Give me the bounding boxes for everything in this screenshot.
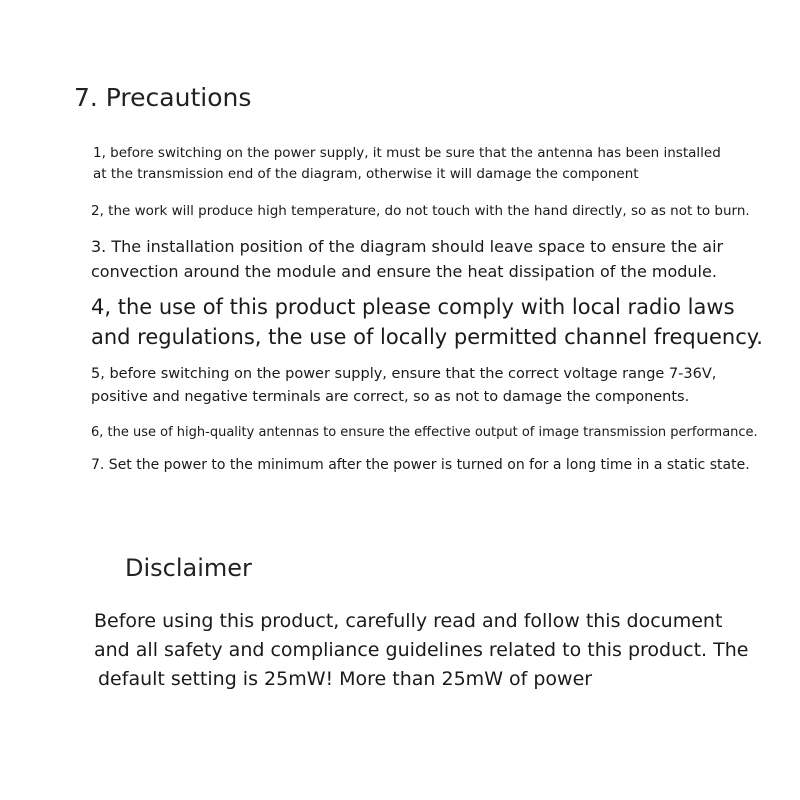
precaution-line: 2, the work will produce high temperature, do not touch with the hand directly, so as not to burn.: [91, 203, 750, 219]
precaution-line: 1, before switching on the power supply, it must be sure that the antenna has been installed: [93, 145, 721, 161]
precaution-line: 5, before switching on the power supply, ensure that the correct voltage range 7-36V,: [91, 366, 717, 382]
precaution-item-3: [91, 234, 723, 284]
disclaimer-line: default setting is 25mW! More than 25mW of power: [98, 668, 593, 690]
precautions-title: 7. Precautions: [74, 83, 252, 112]
disclaimer-line: and all safety and compliance guidelines related to this product. The: [94, 639, 749, 661]
precaution-item-7: [91, 455, 750, 475]
precaution-line: 7. Set the power to the minimum after the power is turned on for a long time in a static state.: [91, 457, 750, 473]
precaution-line: positive and negative terminals are correct, so as not to damage the components.: [91, 389, 690, 405]
disclaimer-line: Before using this product, carefully read and follow this document: [94, 610, 723, 632]
precaution-item-1: [93, 143, 721, 185]
precaution-line: at the transmission end of the diagram, otherwise it will damage the component: [93, 166, 639, 182]
disclaimer-title: Disclaimer: [125, 554, 252, 582]
disclaimer-body: [94, 607, 748, 694]
precaution-item-2: [91, 202, 750, 220]
precaution-line: 3. The installation position of the diagram should leave space to ensure the air: [91, 237, 724, 256]
precaution-line: 6, the use of high-quality antennas to ensure the effective output of image transmission performance.: [91, 425, 758, 440]
precaution-item-5: [91, 363, 716, 409]
precaution-line: and regulations, the use of locally permitted channel frequency.: [91, 325, 763, 349]
precaution-item-4: [91, 292, 763, 352]
precaution-line: convection around the module and ensure the heat dissipation of the module.: [91, 262, 717, 281]
precaution-line: 4, the use of this product please comply with local radio laws: [91, 295, 735, 319]
precaution-item-6: [91, 424, 758, 442]
